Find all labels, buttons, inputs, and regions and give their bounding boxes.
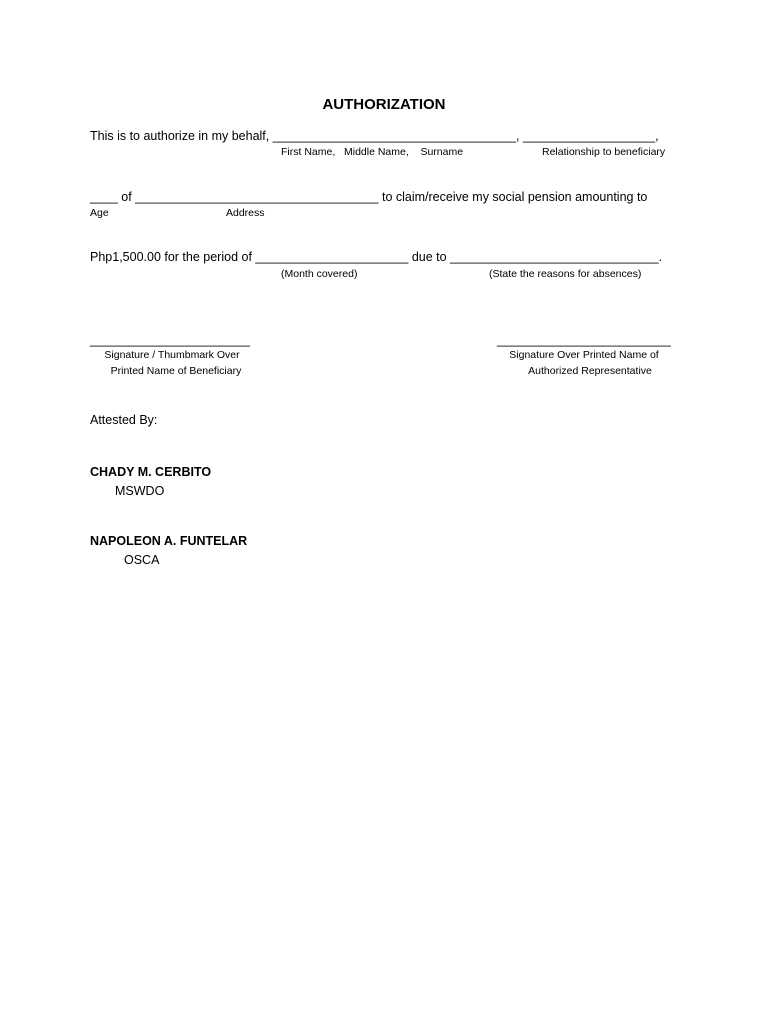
age-label: Age <box>90 207 109 219</box>
representative-signature-label-2: Authorized Representative <box>528 365 652 377</box>
authorize-line: This is to authorize in my behalf, ___________________________________, ___________________, <box>90 129 659 143</box>
relationship-label: Relationship to beneficiary <box>542 146 666 158</box>
attester-office: OSCA <box>124 553 160 567</box>
month-covered-label: (Month covered) <box>281 268 358 280</box>
beneficiary-signature-label-2: Printed Name of Beneficiary <box>110 365 242 377</box>
attested-by-label: Attested By: <box>90 413 158 427</box>
attester-office: MSWDO <box>115 484 165 498</box>
period-line: Php1,500.00 for the period of ______________________ due to ______________________________. <box>90 250 663 264</box>
document-title: AUTHORIZATION <box>322 96 446 113</box>
name-fields-label: First Name, Middle Name, Surname <box>281 146 464 158</box>
address-label: Address <box>226 207 265 219</box>
representative-signature-label-1: Signature Over Printed Name of <box>509 349 659 361</box>
beneficiary-signature-label-1: Signature / Thumbmark Over <box>104 349 240 361</box>
attester-name: NAPOLEON A. FUNTELAR <box>90 534 248 548</box>
beneficiary-signature-line: _______________________ <box>90 333 250 347</box>
absence-reason-label: (State the reasons for absences) <box>489 268 642 280</box>
claim-line: ____ of ___________________________________ to claim/receive my social pension amounting to <box>90 190 648 204</box>
representative-signature-line: _________________________ <box>497 333 671 347</box>
attester-name: CHADY M. CERBITO <box>90 465 212 479</box>
